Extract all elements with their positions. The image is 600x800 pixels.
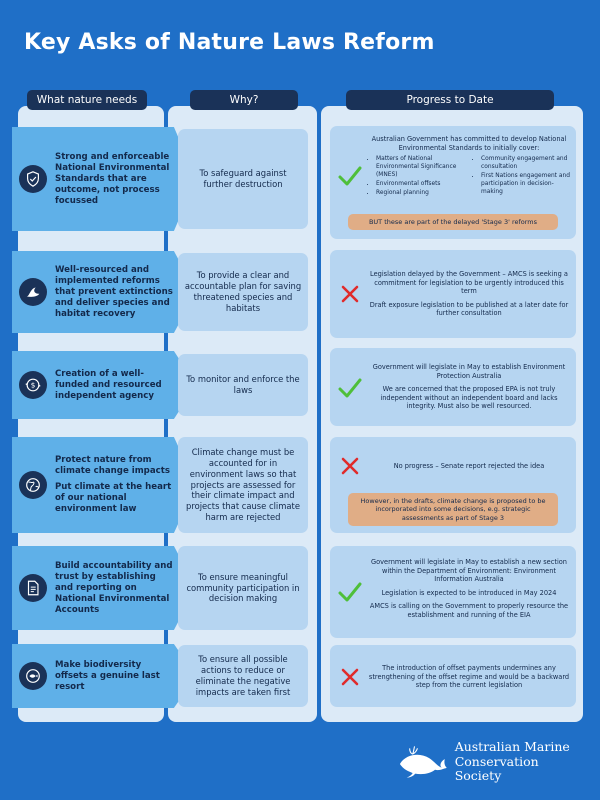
progress-box <box>330 250 576 338</box>
list-item: • Environmental offsets <box>376 181 465 189</box>
progress-box <box>330 437 576 533</box>
progress-text: Government will legislate in May to establish Environment Protection Australia We are concerned that the proposed EPA is not truly independent without an independent board and lacks integrity. Must also be well resourced. <box>372 363 566 411</box>
note-box: However, in the drafts, climate change is proposed to be incorporated into some decisions, e.g. strategic assessments as part of Stage 3 <box>348 493 558 526</box>
shield-check-icon <box>19 165 47 193</box>
standards-list <box>368 156 570 199</box>
need-text: Build accountability and trust by establishing and reporting on National Environmental Accounts <box>55 560 173 615</box>
list-item: • Regional planning <box>376 190 465 198</box>
need-text: Strong and enforceable National Environmental Standards that are outcome, not process focussed <box>55 151 170 206</box>
tick-icon <box>336 162 364 190</box>
progress-box <box>330 126 576 239</box>
need-text: Creation of a well-funded and resourced independent agency <box>55 368 162 401</box>
progress-box <box>330 348 576 426</box>
cross-icon <box>336 663 364 691</box>
need-text: Make biodiversity offsets a genuine last resort <box>55 659 160 692</box>
amcs-logo <box>396 741 586 783</box>
document-icon <box>19 574 47 602</box>
progress-box <box>330 546 576 638</box>
need-text: Protect nature from climate change impacts Put climate at the heart of our national environment law <box>55 455 172 514</box>
header-needs: What nature needs <box>27 90 147 110</box>
progress-text: Legislation delayed by the Government – AMCS is seeking a commitment for legislation to be urgently introduced this term Draft exposure legislation to be published at a later date for further consultation <box>369 270 569 318</box>
list-item: • First Nations engagement and participation in decision-making <box>481 173 570 197</box>
why-text: Climate change must be accounted for in environment laws so that projects are assessed for their climate impact and projects that cause climate harm are rejected <box>178 437 308 533</box>
progress-text: Government will legislate in May to establish a new section within the Department of Environment: Environment Information Australia Legislation is expected to be introduced in May 2024 AMCS is calling on the Government to properly resource the establishment and running of the EIA <box>369 558 569 619</box>
money-cycle-icon <box>19 371 47 399</box>
why-text: To provide a clear and accountable plan for saving threatened species and habitats <box>178 253 308 331</box>
cross-icon <box>336 280 364 308</box>
progress-text: No progress – Senate report rejected the idea <box>393 462 545 470</box>
need-text: Well-resourced and implemented reforms that prevent extinctions and deliver species and habitat recovery <box>55 264 173 319</box>
globe-icon <box>19 471 47 499</box>
wave-icon <box>19 278 47 306</box>
tick-icon <box>336 578 364 606</box>
note-box: BUT these are part of the delayed 'Stage 3' reforms <box>348 214 558 230</box>
page-title: Key Asks of Nature Laws Reform <box>24 30 435 55</box>
why-text: To ensure meaningful community participation in decision making <box>178 546 308 630</box>
list-item: • Community engagement and consultation <box>481 156 570 172</box>
why-text: To ensure all possible actions to reduce or eliminate the negative impacts are taken first <box>178 645 308 707</box>
list-item: • Matters of National Environmental Significance (MNES) <box>376 156 465 180</box>
logo-text: Australian Marine Conservation Society <box>454 739 570 784</box>
why-text: To safeguard against further destruction <box>178 129 308 229</box>
fish-globe-icon <box>19 662 47 690</box>
progress-text: The introduction of offset payments undermines any strengthening of the offset regime and would be a backward step from the current legislation <box>368 664 570 690</box>
header-why: Why? <box>190 90 298 110</box>
tick-icon <box>336 374 364 402</box>
progress-text: Australian Government has committed to develop National Environmental Standards to initially cover: • Matters of National Environmental Significance (MNES) • Environmental offsets • Regional planning • Community engagement and consultation • First Nations engagement and participation in decision-making <box>368 135 570 199</box>
whale-icon <box>396 742 449 782</box>
progress-box <box>330 645 576 707</box>
cross-icon <box>336 452 364 480</box>
header-progress: Progress to Date <box>346 90 554 110</box>
why-text: To monitor and enforce the laws <box>178 354 308 416</box>
svg-text:$: $ <box>30 380 36 390</box>
